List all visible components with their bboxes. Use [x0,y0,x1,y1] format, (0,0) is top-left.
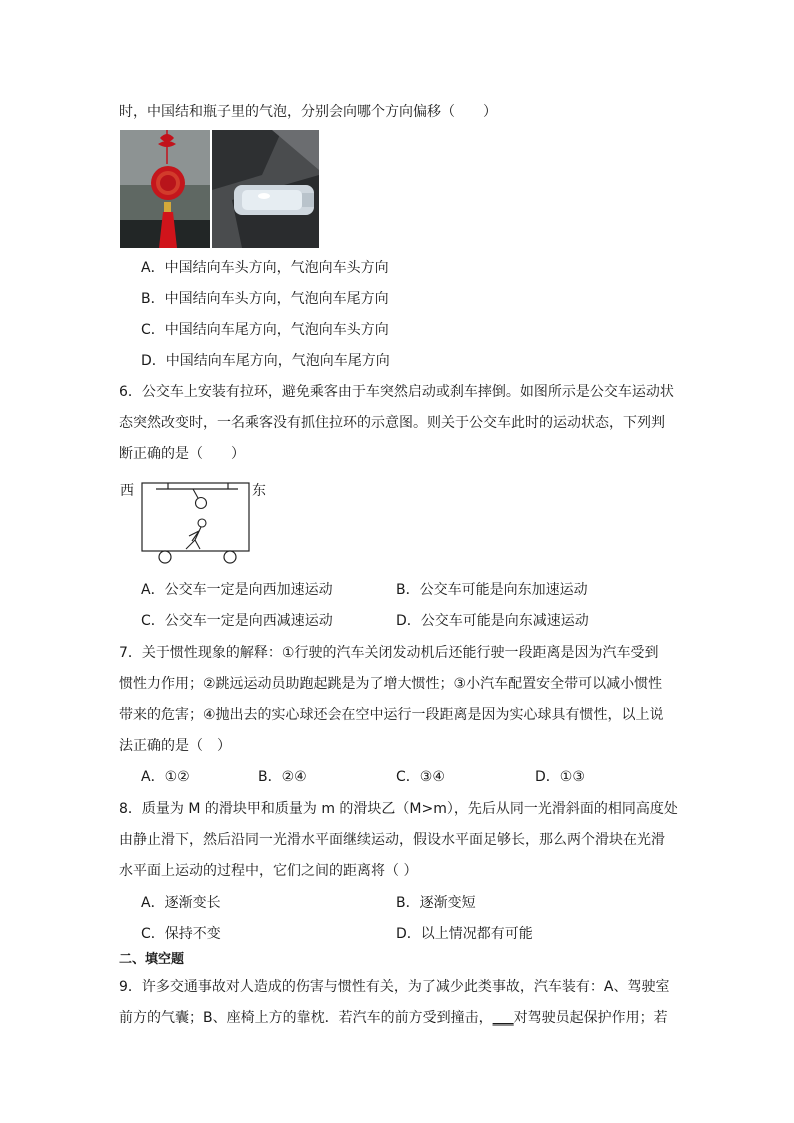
q6-stem-line-1: 6．公交车上安装有拉环，避免乘客由于车突然启动或刹车摔倒。如图所示是公交车运动状 [119,384,674,400]
q5-option-b: B．中国结向车头方向，气泡向车尾方向 [141,291,389,307]
q7-stem-line-2: 惯性力作用；②跳远运动员助跑起跳是为了增大惯性；③小汽车配置安全带可以减小惯性 [119,676,663,692]
q5-option-a: A．中国结向车头方向，气泡向车头方向 [141,260,389,276]
q8-option-b: B．逐渐变短 [396,895,476,911]
q6-option-a: A．公交车一定是向西加速运动 [141,582,333,598]
west-label: 西 [120,483,134,499]
q7-option-d: D．①③ [535,769,585,785]
q9-stem-line-1: 9．许多交通事故对人造成的伤害与惯性有关，为了减少此类事故，汽车装有：A、驾驶室 [119,979,670,995]
q6-option-c: C．公交车一定是向西减速运动 [141,613,333,629]
q8-option-d: D．以上情况都有可能 [396,926,533,942]
chinese-knot-photo [120,130,210,248]
q6-option-d: D．公交车可能是向东减速运动 [396,613,589,629]
q8-option-a: A．逐渐变长 [141,895,221,911]
q9-stem-line-2 [119,1008,668,1028]
q9-stem-text: 前方的气囊；B、座椅上方的靠枕．若汽车的前方受到撞击， [119,1010,493,1026]
q8-option-c: C．保持不变 [141,926,221,942]
section-heading: 二、填空题 [119,952,185,967]
q7-stem-line-1: 7．关于惯性现象的解释：①行驶的汽车关闭发动机后还能行驶一段距离是因为汽车受到 [119,645,659,661]
q9-answer-blank: ___ [492,1010,514,1026]
q8-stem-line-2: 由静止滑下，然后沿同一光滑水平面继续运动，假设水平面足够长，那么两个滑块在光滑 [119,832,665,848]
east-label: 东 [252,483,266,499]
q8-stem-line-3: 水平面上运动的过程中，它们之间的距离将（ ） [119,863,418,879]
bottle-in-door-photo [212,130,319,248]
q7-option-b: B．②④ [258,769,307,785]
q6-stem-line-3: 断正确的是（ ） [119,446,245,462]
q5-option-c: C．中国结向车尾方向，气泡向车头方向 [141,322,389,338]
q6-option-b: B．公交车可能是向东加速运动 [396,582,588,598]
q7-option-c: C．③④ [396,769,445,785]
q5-option-d: D．中国结向车尾方向，气泡向车尾方向 [141,353,390,369]
q6-stem-line-2: 态突然改变时，一名乘客没有抓住拉环的示意图。则关于公交车此时的运动状态，下列判 [119,415,665,431]
q8-stem-line-1: 8．质量为 M 的滑块甲和质量为 m 的滑块乙（M>m），先后从同一光滑斜面的相同高度处 [119,801,678,817]
q5-stem: 时，中国结和瓶子里的气泡，分别会向哪个方向偏移（ ） [119,104,497,120]
q7-stem-line-4: 法正确的是（ ） [119,738,231,754]
q9-stem-text-tail: 对驾驶员起保护作用；若 [513,1010,668,1026]
bus-diagram [138,478,253,566]
q7-option-a: A．①② [141,769,190,785]
q7-stem-line-3: 带来的危害；④抛出去的实心球还会在空中运行一段距离是因为实心球具有惯性，以上说 [119,707,664,723]
